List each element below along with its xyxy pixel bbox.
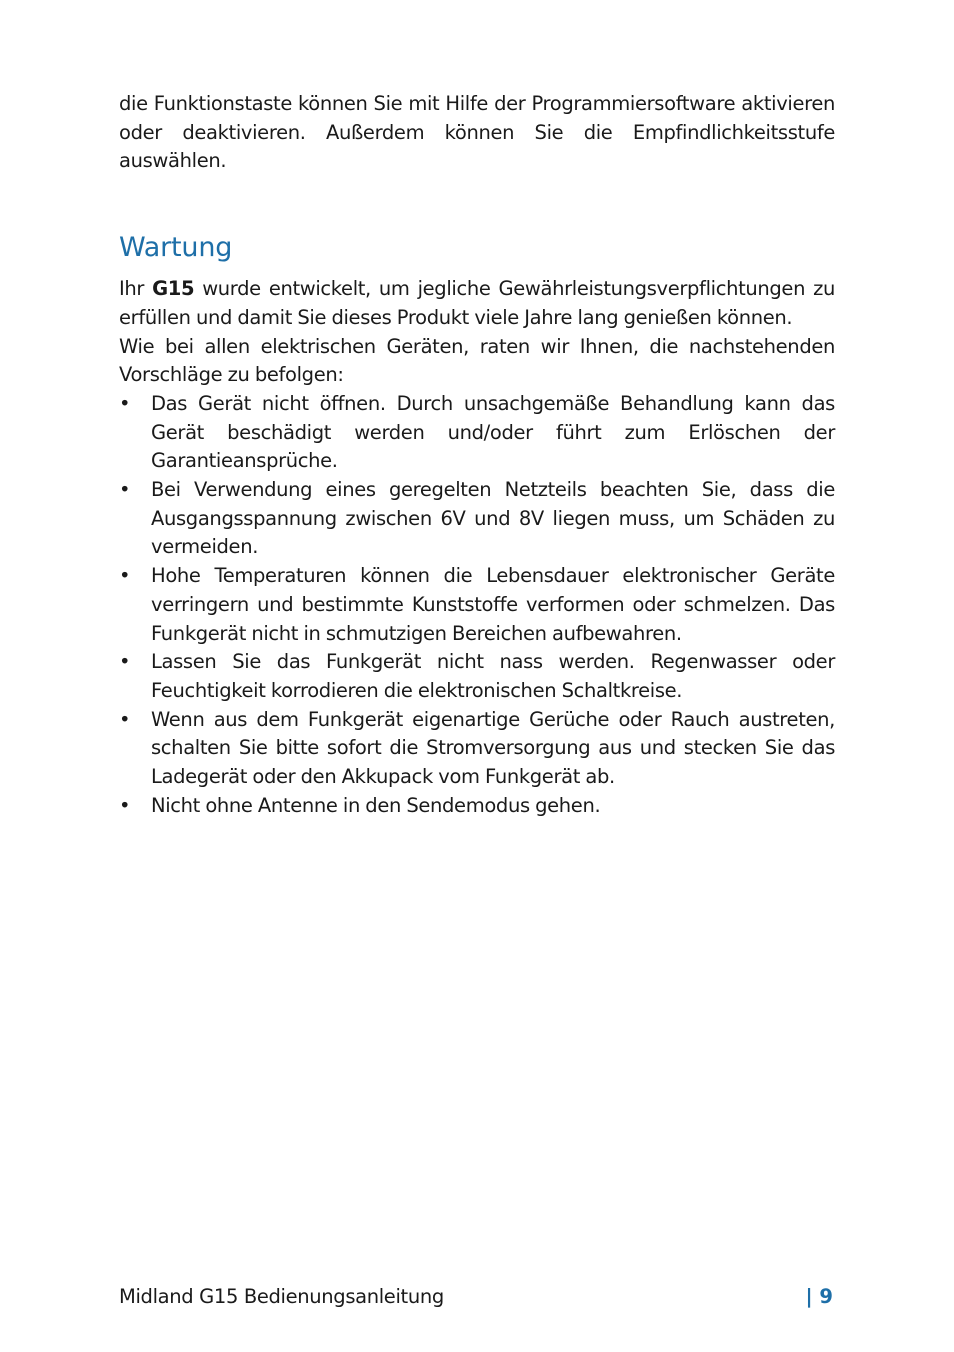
bullet-icon: • bbox=[119, 650, 131, 674]
page-number: | 9 bbox=[805, 1285, 833, 1308]
list-item bbox=[119, 476, 835, 562]
paragraph-1-prefix: Ihr bbox=[119, 277, 153, 301]
bullet-icon: • bbox=[119, 793, 131, 817]
maintenance-list bbox=[119, 390, 835, 821]
paragraph-1-suffix: wurde entwickelt, um jegliche Gewährleistungsverpflichtungen zu erfüllen und damit Sie dieses Produkt viele Jahre lang genießen können. bbox=[119, 277, 835, 329]
paragraph-1 bbox=[119, 275, 835, 332]
list-item-text: Das Gerät nicht öffnen. Durch unsachgemäße Behandlung kann das Gerät beschädigt werden und/oder führt zum Erlöschen der Garantieansprüche. bbox=[151, 391, 835, 473]
list-item-text: Wenn aus dem Funkgerät eigenartige Gerüche oder Rauch austreten, schalten Sie bitte sofort die Stromversorgung aus und stecken Sie das Ladegerät oder den Akkupack vom Funkgerät ab. bbox=[151, 707, 835, 789]
page-content bbox=[119, 90, 835, 820]
intro-paragraph: die Funktionstaste können Sie mit Hilfe der Programmiersoftware aktivieren oder deaktivieren. Außerdem können Sie die Empfindlichkeitsstufe auswählen. bbox=[119, 92, 835, 173]
list-item-text: Hohe Temperaturen können die Lebensdauer elektronischer Geräte verringern und bestimmte Kunststoffe verformen oder schmelzen. Das Funkgerät nicht in schmutzigen Bereichen aufbewahren. bbox=[151, 564, 835, 645]
list-item bbox=[119, 706, 835, 792]
bullet-icon: • bbox=[119, 564, 131, 588]
product-name: G15 bbox=[152, 277, 195, 301]
bullet-icon: • bbox=[119, 478, 131, 502]
footer-title: Midland G15 Bedienungsanleitung bbox=[119, 1285, 444, 1308]
bullet-icon: • bbox=[119, 391, 131, 415]
list-item bbox=[119, 648, 835, 705]
list-item-text: Lassen Sie das Funkgerät nicht nass werden. Regenwasser oder Feuchtigkeit korrodieren die elektronischen Schaltkreise. bbox=[151, 650, 835, 702]
list-item bbox=[119, 390, 835, 476]
list-item bbox=[119, 792, 835, 821]
bullet-icon: • bbox=[119, 707, 131, 731]
list-item bbox=[119, 562, 835, 648]
paragraph-2: Wie bei allen elektrischen Geräten, raten wir Ihnen, die nachstehenden Vorschläge zu befolgen: bbox=[119, 334, 835, 387]
section-heading-wartung: Wartung bbox=[119, 232, 233, 264]
list-item-text: Bei Verwendung eines geregelten Netzteils beachten Sie, dass die Ausgangsspannung zwischen 6V und 8V liegen muss, um Schäden zu vermeiden. bbox=[151, 478, 835, 559]
list-item-text: Nicht ohne Antenne in den Sendemodus gehen. bbox=[151, 793, 601, 817]
